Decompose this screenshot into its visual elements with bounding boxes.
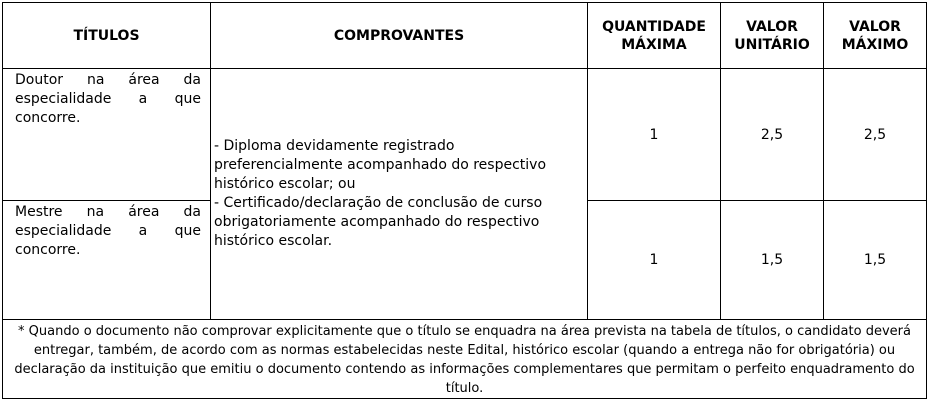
header-quantidade-line1: QUANTIDADE	[602, 18, 706, 35]
header-row	[3, 3, 927, 69]
header-quantidade-maxima	[588, 3, 721, 69]
footnote: * Quando o documento não comprovar explicitamente que o título se enquadra na área prevista na tabela de títulos, o candidato deverá entregar, também, de acordo com as normas estabelecidas neste Edital, histórico escolar (quando a entrega não for obrigatória) ou declaração da instituição que emitiu o documento contendo as informações complementares que permitam o perfeito enquadramento do título.	[3, 320, 927, 399]
header-valor-maximo	[824, 3, 927, 69]
quantidade-mestre: 1	[588, 201, 721, 320]
valor-unitario-doutor: 2,5	[721, 69, 824, 201]
header-valor-maximo-line1: VALOR	[849, 18, 901, 35]
titulo-doutor: Doutor na área da especialidade a que concorre.	[3, 69, 211, 201]
comprovante-certificado: - Certificado/declaração de conclusão de curso obrigatoriamente acompanhado do respectivo histórico escolar.	[214, 195, 543, 249]
header-valor-unitario-line2: UNITÁRIO	[734, 36, 810, 53]
comprovante-diploma: - Diploma devidamente registrado preferencialmente acompanhado do respectivo histórico escolar; ou	[214, 138, 547, 192]
quantidade-doutor: 1	[588, 69, 721, 201]
valor-maximo-mestre: 1,5	[824, 201, 927, 320]
titles-table	[2, 2, 927, 399]
header-quantidade-line2: MÁXIMA	[621, 36, 687, 53]
valor-unitario-mestre: 1,5	[721, 201, 824, 320]
footnote-row	[3, 320, 927, 399]
header-titulos: TÍTULOS	[3, 3, 211, 69]
comprovantes-cell	[211, 69, 588, 320]
valor-maximo-doutor: 2,5	[824, 69, 927, 201]
table-row	[3, 69, 927, 201]
header-valor-unitario	[721, 3, 824, 69]
header-comprovantes: COMPROVANTES	[211, 3, 588, 69]
header-valor-maximo-line2: MÁXIMO	[841, 36, 909, 53]
titulo-mestre: Mestre na área da especialidade a que concorre.	[3, 201, 211, 320]
header-valor-unitario-line1: VALOR	[746, 18, 798, 35]
